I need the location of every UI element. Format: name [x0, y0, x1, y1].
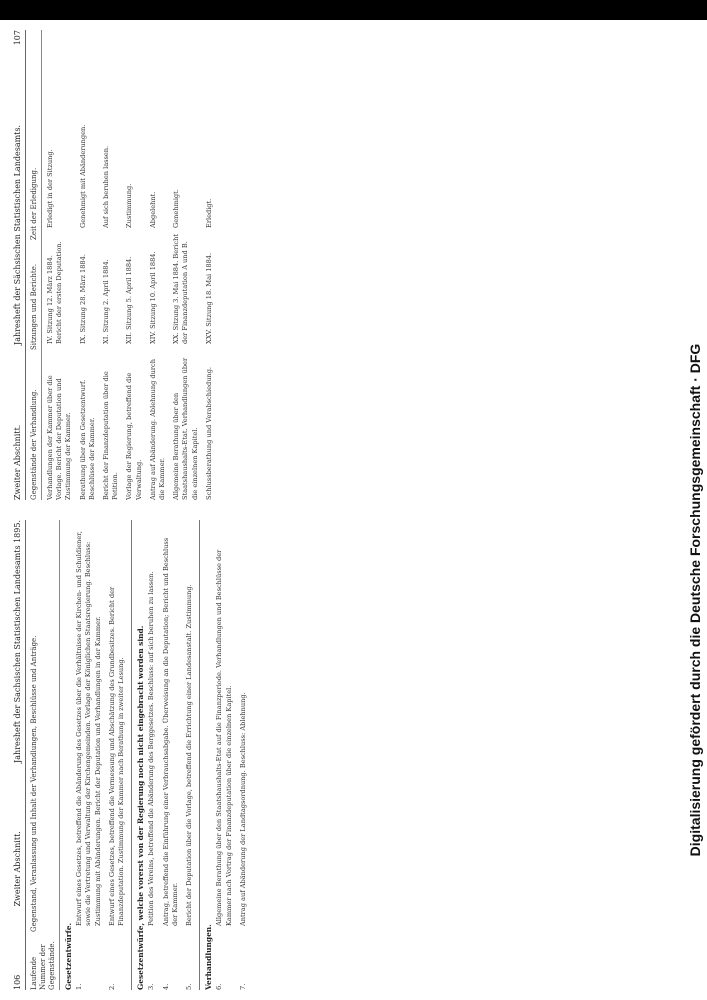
entry-text: Allgemeine Berathung über den Staatshaushalts-Etat auf die Finanzperiode. Verhandlungen und Beschlüsse der Kammer nach Vortrag der Finanzdeputation über die einzelnen Kapitel. — [215, 549, 233, 926]
list-item — [162, 520, 180, 990]
dfg-attribution: Digitalisierung gefördert durch die Deutsche Forschungsgemeinschaft · DFG — [687, 343, 703, 857]
left-subheader — [29, 520, 60, 990]
table-row — [79, 30, 97, 500]
table-row — [125, 30, 143, 500]
right-subheader-col1: Gegenstände der Verhandlung. — [30, 389, 38, 500]
right-page — [12, 30, 672, 500]
row-outcome: Erledigt in der Sitzung. — [46, 149, 54, 228]
entry-number: 4. — [161, 983, 170, 990]
list-item — [185, 520, 194, 990]
section-heading: Gesetzentwürfe. — [64, 922, 73, 990]
row-session: IX. Sitzung 28. März 1884. — [78, 254, 87, 344]
document-scan — [0, 20, 683, 1000]
entry-text: Entwurf eines Gesetzes, betreffend die Vermessung und Abschätzung des Grundbesitzes. Bericht der Finanzdeputation. Zustimmung der Kammer nach Berathung in zweiter Lesung. — [107, 586, 126, 926]
row-session: XI. Sitzung 2. April 1884. — [102, 259, 111, 344]
entry-text: Antrag, betreffend die Einführung einer Verbrauchsabgabe. Überweisung an die Deputation; Bericht und Beschluss der Kammer. — [161, 537, 179, 926]
entry-number: 6. — [215, 983, 224, 990]
left-subheader-col2: Gegenstand, Veranlassung und Inhalt der Verhandlungen, Beschlüsse und Anträge. — [30, 635, 38, 932]
list-item — [147, 520, 156, 990]
entry-text: Bericht der Deputation über die Vorlage, betreffend die Errichtung einer Landesanstalt. Zustimmung. — [185, 584, 194, 926]
row-session: XX. Sitzung 3. Mai 1884. Bericht der Finanzdeputation A und B. — [172, 234, 190, 344]
right-page-title: Jahresheft der Sächsischen Statistischen Landesamts. — [13, 124, 22, 345]
entry-number: 1. — [75, 983, 84, 990]
row-outcome: Zustimmung. — [125, 183, 134, 228]
list-item — [75, 520, 103, 990]
left-subheader-col1: Laufende Nummer der Gegenstände. — [30, 941, 56, 990]
row-subject: Vorlage der Regierung, betreffend die Verwaltung. — [125, 372, 143, 500]
right-subheader — [29, 30, 42, 500]
table-row — [46, 30, 74, 500]
section-heading: Gesetzentwürfe, welche vorerst von der Regierung noch nicht eingebracht worden sind. — [136, 625, 146, 990]
list-item — [108, 520, 126, 990]
table-row — [102, 30, 120, 500]
right-page-number: 107 — [13, 30, 22, 46]
right-running-head: Zweiter Abschnitt. — [13, 424, 22, 500]
row-subject: Bericht der Finanzdeputation über die Petition. — [102, 371, 120, 500]
entry-number: 2. — [107, 983, 116, 990]
table-row — [149, 30, 167, 500]
entry-number: 7. — [238, 983, 247, 990]
left-running-head: Zweiter Abschnitt. — [13, 831, 22, 907]
left-page-number: 106 — [13, 974, 22, 990]
section-heading: Verhandlungen. — [204, 924, 214, 990]
row-outcome: Auf sich beruhen lassen. — [102, 145, 111, 228]
row-subject: Allgemeine Berathung über den Staatshaushalts-Etat. Verhandlungen über die einzelnen Kapitel. — [172, 357, 199, 500]
divider — [131, 520, 132, 990]
row-subject: Verhandlungen der Kammer über die Vorlage. Bericht der Deputation und Zustimmung der Kammer. — [46, 375, 73, 500]
row-outcome: Genehmigt. — [172, 189, 181, 228]
entry-number: 5. — [185, 983, 194, 990]
row-session: XIV. Sitzung 10. April 1884. — [148, 251, 157, 344]
left-page — [12, 520, 672, 990]
row-subject: Antrag auf Abänderung. Ablehnung durch die Kammer. — [148, 359, 167, 500]
divider — [199, 520, 200, 990]
row-subject: Schlussberathung und Verabschiedung. — [204, 366, 213, 500]
right-page-header — [12, 30, 26, 500]
list-item — [215, 520, 233, 990]
row-session: XII. Sitzung 5. April 1884. — [125, 256, 134, 344]
row-outcome: Abgelehnt. — [148, 191, 157, 228]
row-session: IV. Sitzung 12. März 1884. Bericht der ersten Deputation. — [46, 241, 64, 344]
top-scanner-bar — [0, 0, 707, 20]
table-row — [205, 30, 214, 500]
row-session: XXV. Sitzung 18. Mai 1884. — [204, 252, 213, 344]
left-page-header — [12, 520, 26, 990]
right-subheader-col3: Zeit der Erledigung. — [30, 167, 38, 240]
left-page-title: Jahresheft der Sachsischen Statistischen Landesamts 1895. — [13, 520, 22, 763]
entry-text: Petition des Vereins, betreffend die Abänderung des Berggesetzes. Beschluss: auf sich beruhen zu lassen. — [147, 571, 156, 926]
list-item — [239, 520, 248, 990]
table-row — [172, 30, 200, 500]
entry-number: 3. — [147, 983, 156, 990]
rotated-spread — [0, 20, 683, 1000]
row-subject: Berathung über den Gesetzentwurf. Beschlüsse der Kammer. — [78, 379, 96, 500]
row-outcome: Erledigt. — [204, 198, 213, 228]
entry-text: Antrag auf Abänderung der Landtagsordnung. Beschluss: Ablehnung. — [238, 692, 247, 926]
entry-text: Entwurf eines Gesetzes, betreffend die Abänderung des Gesetzes über die Verhältnisse der Kirchen- und Schuldiener, sowie die Vertretung und Verwaltung der Kirchengemeinden. Vorlage der Königlichen Staatsregierung. Beschluss: Zustimmung mit Abänderungen. Bericht der Deputation und Verhandlungen in der Kammer. — [75, 531, 102, 926]
right-subheader-col2: Sitzungen und Berichte. — [30, 263, 38, 350]
row-outcome: Genehmigt mit Abänderungen. — [78, 124, 87, 228]
